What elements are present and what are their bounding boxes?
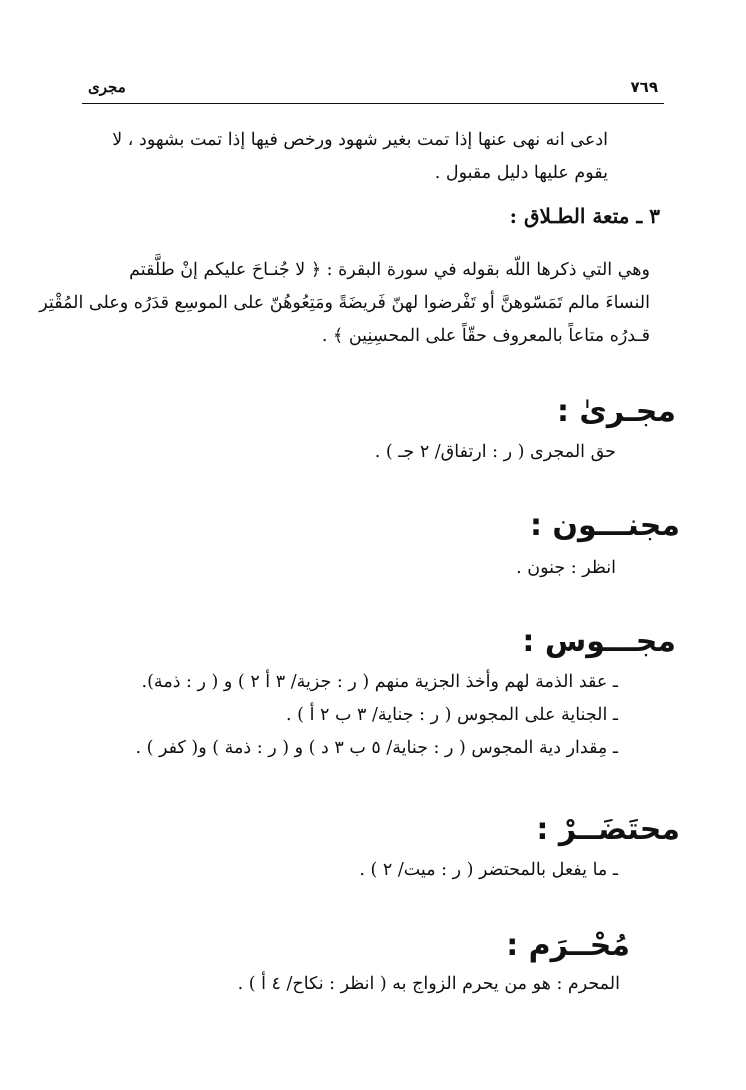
page-number: ٧٦٩	[630, 78, 658, 96]
entry-text-majra: حق المجرى ( ر : ارتفاق/ ٢ جـ ) .	[374, 442, 616, 462]
entry-title-majnun: مجنـــون :	[529, 508, 680, 543]
entry-text-muhram: المحرم : هو من يحرم الزواج به ( انظر : نكاح/ ٤ أ ) .	[237, 974, 620, 994]
mutat-talaq-paragraph	[39, 254, 650, 353]
entry-list-majus	[136, 666, 618, 765]
text-line: النساءَ مالم تَمَسّوهنَّ أو تَفْرضوا لهنّ فَريضَةً ومَتِعُوهُنّ على الموسِع قدَرُه وعلى المُقْتِر	[39, 293, 650, 313]
intro-paragraph	[82, 124, 608, 190]
text-line: يقوم عليها دليل مقبول .	[434, 163, 608, 183]
text-line: وهي التي ذكرها اللّه بقوله في سورة البقرة : ﴿ لا جُنـاحَ عليكم إنْ طلَّقتم	[129, 260, 650, 280]
entry-text-muhtadar: ـ ما يفعل بالمحتضر ( ر : ميت/ ٢ ) .	[359, 860, 618, 880]
entry-title-muhram: مُحْــرَم :	[506, 928, 630, 963]
text-line: ادعى انه نهى عنها إذا تمت بغير شهود ورخص فيها إذا تمت بشهود ، لا	[112, 130, 608, 150]
entry-text-majnun: انظر : جنون .	[516, 558, 616, 578]
entry-title-majra: مجـرىٰ :	[556, 394, 676, 429]
running-head	[82, 76, 664, 98]
text-line: قـدرُه متاعاً بالمعروف حقّاً على المحسِنِين ﴾ .	[321, 326, 650, 346]
header-rule	[82, 103, 664, 104]
list-item: ـ الجناية على المجوس ( ر : جناية/ ٣ ب ٢ أ ) .	[286, 705, 618, 725]
list-item: ـ عقد الذمة لهم وأخذ الجزية منهم ( ر : جزية/ ٣ أ ٢ ) و ( ر : ذمة).	[141, 672, 618, 692]
section-heading-mutat-talaq: ٣ ـ متعة الطـلاق :	[509, 204, 660, 228]
list-item: ـ مِقدار دية المجوس ( ر : جناية/ ٥ ب ٣ د ) و ( ر : ذمة ) و( كفر ) .	[135, 738, 618, 758]
entry-title-muhtadar: محتَضَــرْ :	[536, 812, 680, 847]
running-title: مجرى	[88, 78, 126, 96]
entry-title-majus: مجـــوس :	[522, 624, 676, 659]
